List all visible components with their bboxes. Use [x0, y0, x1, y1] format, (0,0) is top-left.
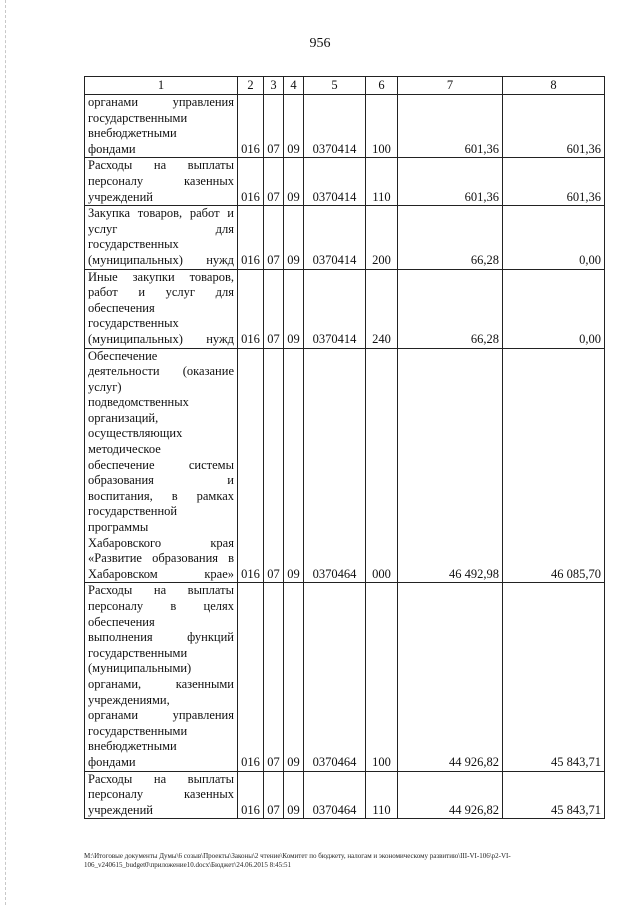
- row-description: [85, 158, 238, 206]
- table-row: [85, 95, 605, 158]
- description-line: учреждениями,: [88, 692, 170, 707]
- chapter-code: 016: [238, 348, 264, 583]
- expense-type-code: 000: [366, 348, 398, 583]
- target-article-code: 0370414: [304, 206, 366, 269]
- expense-type-code: 110: [366, 771, 398, 819]
- description-line: государственных: [88, 237, 179, 252]
- description-line: внебюджетными: [88, 126, 177, 141]
- amount-year-2: 0,00: [503, 206, 605, 269]
- expense-type-code: 100: [366, 583, 398, 771]
- column-header-3: 3: [264, 77, 284, 95]
- description-line: методическое: [88, 442, 161, 457]
- description-line: подведомственных: [88, 395, 189, 410]
- amount-year-1: 66,28: [398, 269, 503, 348]
- amount-year-1: 44 926,82: [398, 771, 503, 819]
- section-code: 07: [264, 771, 284, 819]
- description-line: (муниципальными): [88, 661, 192, 676]
- section-code: 07: [264, 206, 284, 269]
- expense-type-code: 240: [366, 269, 398, 348]
- expense-type-code: 200: [366, 206, 398, 269]
- subsection-code: 09: [284, 95, 304, 158]
- row-description: [85, 583, 238, 771]
- description-line: обеспечения: [88, 300, 155, 315]
- row-description: [85, 269, 238, 348]
- amount-year-1: 601,36: [398, 95, 503, 158]
- description-line: персоналу казенных: [88, 787, 234, 802]
- description-line: персоналу казенных: [88, 173, 234, 188]
- expense-type-code: 110: [366, 158, 398, 206]
- target-article-code: 0370414: [304, 95, 366, 158]
- amount-year-2: 45 843,71: [503, 583, 605, 771]
- description-line: Расходы на выплаты: [88, 158, 234, 173]
- column-header-7: 7: [398, 77, 503, 95]
- row-description: [85, 771, 238, 819]
- row-description: [85, 95, 238, 158]
- chapter-code: 016: [238, 269, 264, 348]
- table-row: [85, 158, 605, 206]
- subsection-code: 09: [284, 771, 304, 819]
- chapter-code: 016: [238, 583, 264, 771]
- amount-year-2: 46 085,70: [503, 348, 605, 583]
- column-header-8: 8: [503, 77, 605, 95]
- description-line: организаций,: [88, 410, 159, 425]
- chapter-code: 016: [238, 771, 264, 819]
- description-line: органами управления: [88, 95, 234, 109]
- target-article-code: 0370464: [304, 348, 366, 583]
- description-line: Обеспечение: [88, 348, 158, 363]
- description-line: услуг для: [88, 221, 234, 236]
- section-code: 07: [264, 583, 284, 771]
- description-line: Расходы на выплаты: [88, 583, 234, 598]
- description-line: государственных: [88, 316, 179, 331]
- page-edge: [0, 0, 6, 905]
- description-line: программы: [88, 520, 149, 535]
- amount-year-1: 44 926,82: [398, 583, 503, 771]
- row-description: [85, 348, 238, 583]
- description-line: персоналу в целях: [88, 599, 234, 613]
- description-line: (муниципальных) нужд: [88, 331, 234, 346]
- subsection-code: 09: [284, 583, 304, 771]
- amount-year-2: 601,36: [503, 158, 605, 206]
- target-article-code: 0370464: [304, 583, 366, 771]
- section-code: 07: [264, 95, 284, 158]
- description-line: государственной: [88, 504, 178, 519]
- description-line: внебюджетными: [88, 739, 177, 754]
- table-row: [85, 269, 605, 348]
- description-line: государственными: [88, 110, 188, 125]
- amount-year-2: 601,36: [503, 95, 605, 158]
- section-code: 07: [264, 269, 284, 348]
- description-line: учреждений: [88, 802, 153, 817]
- description-line: деятельности (оказание: [88, 364, 234, 379]
- document-path-footer: [84, 852, 614, 870]
- amount-year-1: 66,28: [398, 206, 503, 269]
- description-line: органами управления: [88, 708, 234, 723]
- description-line: органами, казенными: [88, 676, 234, 691]
- table-header-row: [85, 77, 605, 95]
- page-number: 956: [309, 36, 331, 51]
- description-line: образования и: [88, 473, 234, 488]
- amount-year-1: 46 492,98: [398, 348, 503, 583]
- column-header-2: 2: [238, 77, 264, 95]
- section-code: 07: [264, 158, 284, 206]
- column-header-5: 5: [304, 77, 366, 95]
- description-line: (муниципальных) нужд: [88, 252, 234, 267]
- description-line: «Развитие образования в: [88, 551, 234, 566]
- description-line: воспитания, в рамках: [88, 488, 234, 503]
- table-row: [85, 206, 605, 269]
- row-description: [85, 206, 238, 269]
- description-line: обеспечение системы: [88, 457, 234, 472]
- amount-year-2: 0,00: [503, 269, 605, 348]
- chapter-code: 016: [238, 206, 264, 269]
- description-line: Хабаровском крае»: [88, 566, 234, 581]
- target-article-code: 0370464: [304, 771, 366, 819]
- description-line: обеспечения: [88, 614, 155, 629]
- budget-table: [84, 76, 605, 819]
- column-header-4: 4: [284, 77, 304, 95]
- table-row: [85, 771, 605, 819]
- subsection-code: 09: [284, 348, 304, 583]
- target-article-code: 0370414: [304, 158, 366, 206]
- description-line: услуг): [88, 379, 122, 394]
- table-row: [85, 348, 605, 583]
- description-line: Расходы на выплаты: [88, 771, 234, 786]
- subsection-code: 09: [284, 206, 304, 269]
- subsection-code: 09: [284, 269, 304, 348]
- description-line: фондами: [88, 754, 136, 769]
- column-header-1: 1: [85, 77, 238, 95]
- target-article-code: 0370414: [304, 269, 366, 348]
- chapter-code: 016: [238, 158, 264, 206]
- footer-line-2: 106_v240615_budget0\приложение10.docx\Бюджет\24.06.2015 8:45:51: [84, 861, 292, 869]
- column-header-6: 6: [366, 77, 398, 95]
- expense-type-code: 100: [366, 95, 398, 158]
- amount-year-2: 45 843,71: [503, 771, 605, 819]
- amount-year-1: 601,36: [398, 158, 503, 206]
- subsection-code: 09: [284, 158, 304, 206]
- description-line: государственными: [88, 645, 188, 660]
- section-code: 07: [264, 348, 284, 583]
- description-line: работ и услуг для: [88, 285, 234, 300]
- description-line: выполнения функций: [88, 630, 234, 645]
- chapter-code: 016: [238, 95, 264, 158]
- footer-line-1: M:\Итоговые документы Думы\6 созыв\Проекты\Законы\2 чтение\Комитет по бюджету, налогам и экономическому развитию\III-VI-106\р2-VI-: [84, 852, 511, 860]
- description-line: фондами: [88, 141, 136, 156]
- table-row: [85, 583, 605, 771]
- description-line: Хабаровского края: [88, 535, 234, 550]
- description-line: Закупка товаров, работ и: [88, 206, 234, 221]
- description-line: Иные закупки товаров,: [88, 269, 234, 284]
- description-line: осуществляющих: [88, 426, 183, 441]
- description-line: государственными: [88, 723, 188, 738]
- description-line: учреждений: [88, 189, 153, 204]
- table-body: [85, 95, 605, 819]
